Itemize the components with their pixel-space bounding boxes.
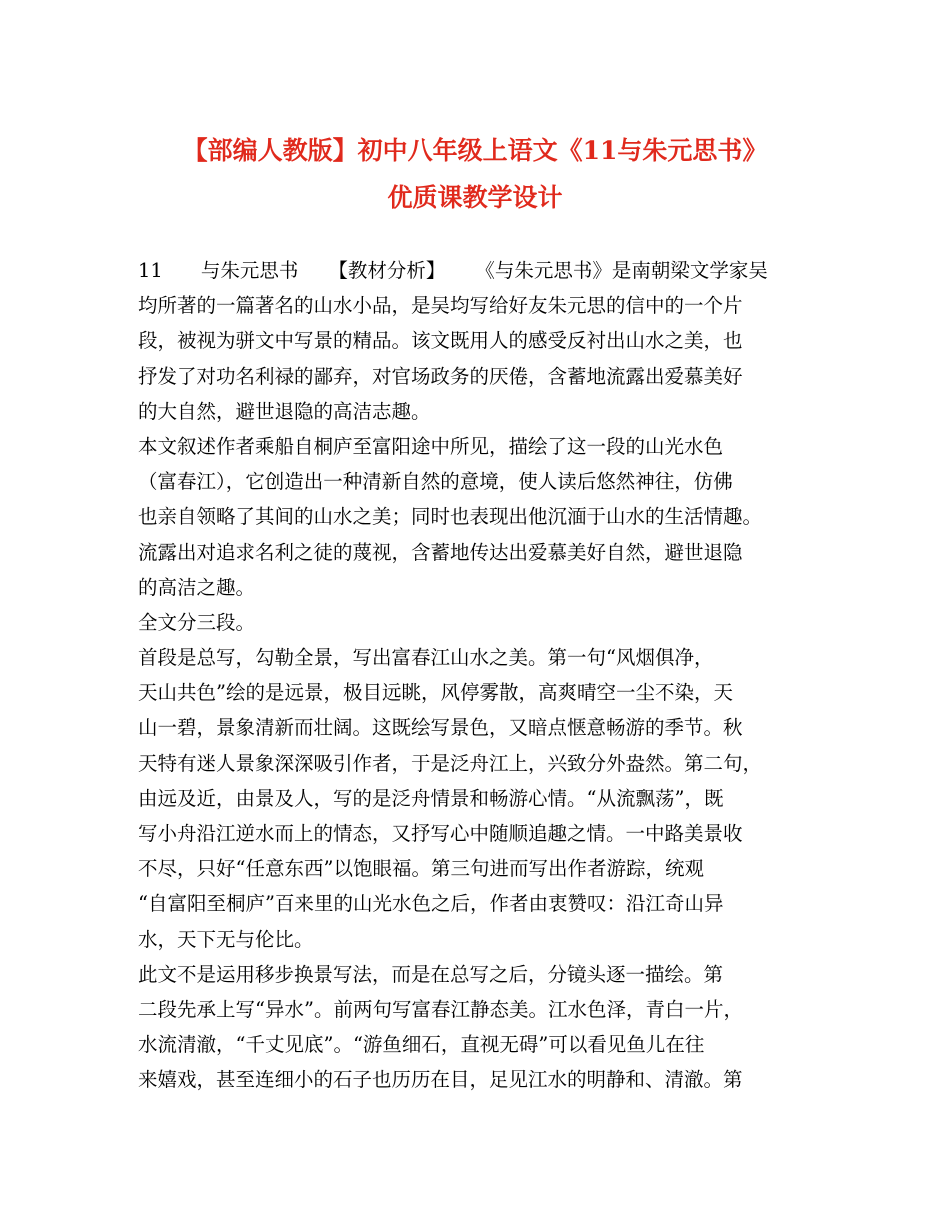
lesson-title: 与朱元思书 <box>200 259 299 282</box>
text-line: 水流清澈，“千丈见底”。“游鱼细石，直视无碍”可以看见鱼儿在往 <box>138 1033 705 1057</box>
text-line: 水，天下无与伦比。 <box>138 927 314 951</box>
lesson-number: 11 <box>138 259 163 282</box>
text-line: “自富阳至桐庐”百来里的山光水色之后，作者由衷赞叹：沿江奇山异 <box>138 892 724 916</box>
text-line: 抒发了对功名利禄的鄙弃，对官场政务的厌倦，含蓄地流露出爱慕美好 <box>138 364 743 388</box>
text-line: 天特有迷人景象深深吸引作者，于是泛舟江上，兴致分外盎然。第二句， <box>138 751 763 775</box>
text-line: 不尽，只好“任意东西”以饱眼福。第三句进而写出作者游踪，统观 <box>138 857 704 881</box>
text-line: （富春江），它创造出一种清新自然的意境，使人读后悠然神往，仿佛 <box>138 470 733 494</box>
text-line: 本文叙述作者乘船自桐庐至富阳途中所见，描绘了这一段的山光水色 <box>138 434 724 458</box>
text-line: 均所著的一篇著名的山水小品，是吴均写给好友朱元思的信中的一个片 <box>138 294 743 318</box>
text-line: 天山共色”绘的是远景，极目远眺，风停雾散，高爽晴空一尘不染，天 <box>138 681 733 705</box>
text-line: 写小舟沿江逆水而上的情态，又抒写心中随顺追趣之情。一中路美景收 <box>138 822 743 845</box>
lesson-header-line <box>138 253 828 288</box>
section-heading: 【教材分析】 <box>328 259 446 282</box>
text-line: 此文不是运用移步换景写法，而是在总写之后，分镜头逐一描绘。第 <box>138 962 724 986</box>
document-title-line-2: 优质课教学设计 <box>387 183 563 212</box>
document-title-line-1: 【部编人教版】初中八年级上语文《11与朱元思书》 <box>182 136 768 165</box>
text-line: 流露出对追求名利之徒的蔑视，含蓄地传达出爱慕美好自然，避世退隐 <box>138 540 743 564</box>
text-line: 也亲自领略了其间的山水之美；同时也表现出他沉湎于山水的生活情趣。 <box>138 505 763 529</box>
text-line: 首段是总写，勾勒全景，写出富春江山水之美。第一句“风烟俱净， <box>138 646 714 670</box>
text-line: 段，被视为骈文中写景的精品。该文既用人的感受反衬出山水之美，也 <box>138 329 743 353</box>
paragraph-lead: 《与朱元思书》是南朝梁文学家吴 <box>475 259 768 282</box>
document-body <box>138 253 828 1098</box>
text-line: 全文分三段。 <box>138 610 256 634</box>
text-line: 山一碧，景象清新而壮阔。这既绘写景色，又暗点惬意畅游的季节。秋 <box>138 716 743 740</box>
text-line: 二段先承上写“异水”。前两句写富春江静态美。江水色泽，青白一片， <box>138 997 743 1021</box>
text-line: 来嬉戏，甚至连细小的石子也历历在目，足见江水的明静和、清澈。第 <box>138 1068 743 1092</box>
text-line: 由远及近，由景及人，写的是泛舟情景和畅游心情。“从流飘荡”，既 <box>138 786 724 810</box>
text-line: 的高洁之趣。 <box>138 575 256 599</box>
text-line: 的大自然，避世退隐的高洁志趣。 <box>138 399 431 423</box>
